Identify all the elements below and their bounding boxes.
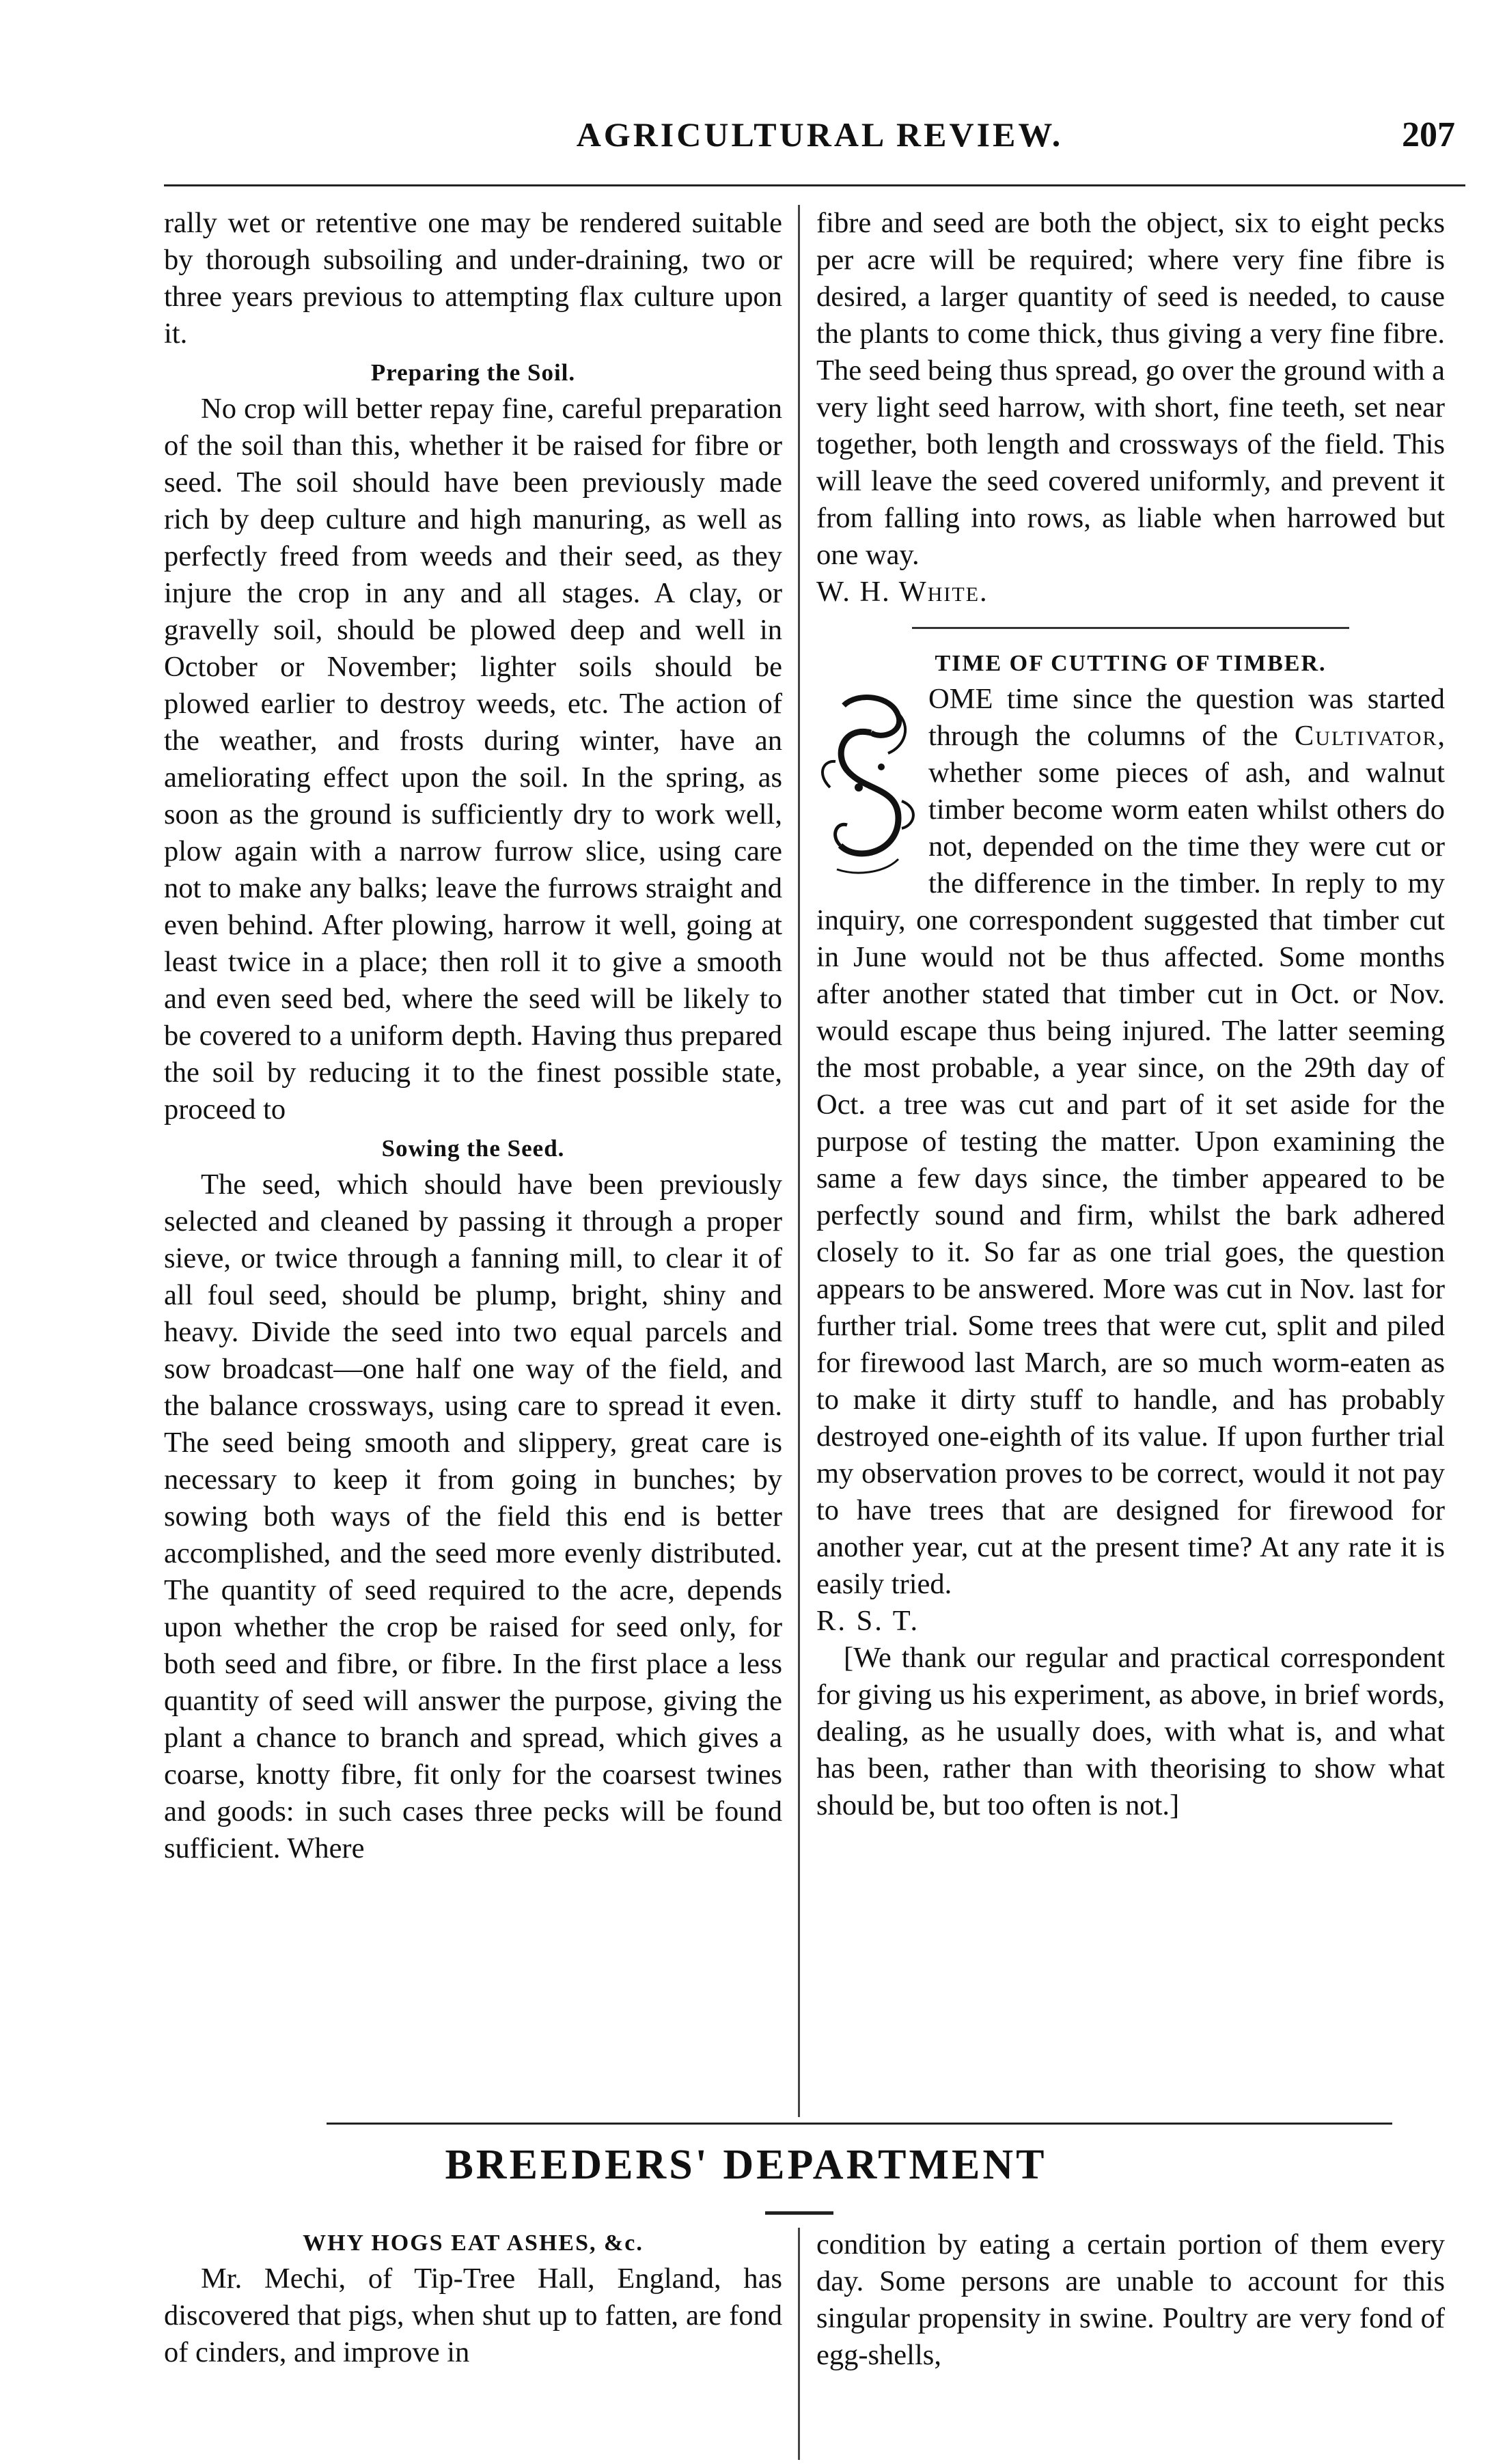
right-column-top — [816, 205, 1445, 2117]
subhead-time-of-cutting-timber: TIME OF CUTTING OF TIMBER. — [935, 651, 1327, 676]
signature-text: W. H. White. — [816, 576, 989, 608]
cultivator-name: Cultivator — [1294, 720, 1438, 752]
subhead-why-hogs-eat-ashes: WHY HOGS EAT ASHES, &c. — [303, 2230, 644, 2256]
timber-body: , whether some pieces of ash, and walnut timber become worm eaten whilst others do not, depended on the time they were cut or the difference in the timber. In reply to my inquiry, one correspondent suggested that timber cut in June would not be thus affected. Some months after another stated that timber cut in Oct. or Nov. would escape thus being injured. The latter seeming the most probable, a year since, on the 29th day of Oct. a tree was cut and part of it set aside for the purpose of testing the matter. Upon examining the same a few days since, the timber appeared to be perfectly sound and firm, whilst the bark adhered closely to it. So far as one trial goes, the question appears to be answered. More was cut in Nov. last for further trial. Some trees that were cut, split and piled for firewood last March, are so much worm-eaten as to make it dirty stuff to handle, and has probably destroyed one-eighth of its value. If upon further trial my observation proves to be correct, would it not pay to have trees that are designed for firewood for another year, cut at the present time? At any rate it is easily tried. — [816, 720, 1445, 1600]
flax-paragraph-1: rally wet or retentive one may be rendered suitable by thorough subsoiling and under-draining, two or three years previous to attempting flax culture upon it. — [164, 207, 782, 350]
editor-note: [We thank our regular and practical correspondent for giving us his experiment, as above, in brief words, dealing, as he usually does, with what is, and what has been, rather than with theorising to show what should be, but too often is not.] — [816, 1642, 1445, 1821]
subhead-sowing-seed: Sowing the Seed. — [381, 1135, 565, 1162]
ornamental-dropcap-s — [816, 685, 919, 883]
timber-article — [816, 681, 1445, 1603]
hogs-paragraph-left: Mr. Mechi, of Tip-Tree Hall, England, has discovered that pigs, when shut up to fatten, are fond of cinders, and improve in — [164, 2263, 782, 2368]
column-divider-top — [798, 205, 800, 2117]
page-number: 207 — [1402, 115, 1455, 154]
article-separator — [912, 627, 1349, 629]
section-rule — [327, 2123, 1392, 2125]
initials-rst: R. S. T. — [816, 1605, 920, 1637]
dropcap-s-icon — [816, 685, 919, 883]
column-divider-bottom — [798, 2228, 800, 2460]
flax-paragraph-3: The seed, which should have been previously selected and cleaned by passing it through a proper sieve, or twice through a fanning mill, to clear it of all foul seed, should be plump, bright, shiny and heavy. Divide the seed into two equal parcels and sow broadcast—one half one way of the field, and the balance crossways, using care to spread it even. The seed being smooth and slippery, great care is necessary to keep it from going in bunches; by sowing both ways of the field this end is better accomplished, and the seed more evenly distributed. The quantity of seed required to the acre, depends upon whether the crop be raised for seed only, for both seed and fibre, or fibre. In the first place a less quantity of seed will answer the purpose, giving the plant a chance to branch and spread, which gives a coarse, knotty fibre, fit only for the coarsest twines and goods: in such cases three pecks will be found sufficient. Where — [164, 1168, 782, 1864]
running-title: AGRICULTURAL REVIEW. — [576, 115, 1064, 154]
section-mini-rule — [765, 2211, 833, 2215]
header-rule — [164, 184, 1465, 186]
timber-lead: OME time since the question was started through the columns of the — [928, 683, 1445, 752]
left-column-flax — [164, 205, 782, 2103]
flax-paragraph-2: No crop will better repay fine, careful preparation of the soil than this, whether it be raised for fibre or seed. The soil should have been previously made rich by deep culture and high manuring, as well as perfectly freed from weeds and their seed, as they injure the crop in any and all stages. A clay, or gravelly soil, should be plowed deep and well in October or November; lighter soils should be plowed earlier to destroy weeds, etc. The action of the weather, and frosts during winter, have an ameliorating effect upon the soil. In the spring, as soon as the ground is sufficiently dry to work well, plow again with a narrow furrow slice, using care not to make any balks; leave the furrows straight and even behind. After plowing, harrow it well, going at least twice in a place; then roll it to give a smooth and even seed bed, where the seed will be likely to be covered to a uniform depth. Having thus prepared the soil by reducing it to the finest possible state, proceed to — [164, 393, 782, 1125]
hogs-paragraph-right: condition by eating a certain portion of them every day. Some persons are unable to account for this singular propensity in swine. Poultry are very fond of egg-shells, — [816, 2228, 1445, 2371]
left-column-hogs — [164, 2226, 782, 2459]
subhead-preparing-soil: Preparing the Soil. — [370, 359, 576, 386]
page-header — [164, 115, 1476, 169]
right-column-hogs — [816, 2226, 1445, 2459]
signature-white — [816, 574, 1445, 611]
section-title-breeders-department: BREEDERS' DEPARTMENT — [445, 2142, 1047, 2188]
flax-continued-paragraph: fibre and seed are both the object, six to eight pecks per acre will be required; where very fine fibre is desired, a larger quantity of seed is needed, to cause the plants to come thick, thus giving a very fine fibre. The seed being thus spread, go over the ground with a very light seed harrow, with short, fine teeth, set near together, both length and crossways of the field. This will leave the seed covered uniformly, and prevent it from falling into rows, as liable when harrowed but one way. — [816, 207, 1445, 571]
